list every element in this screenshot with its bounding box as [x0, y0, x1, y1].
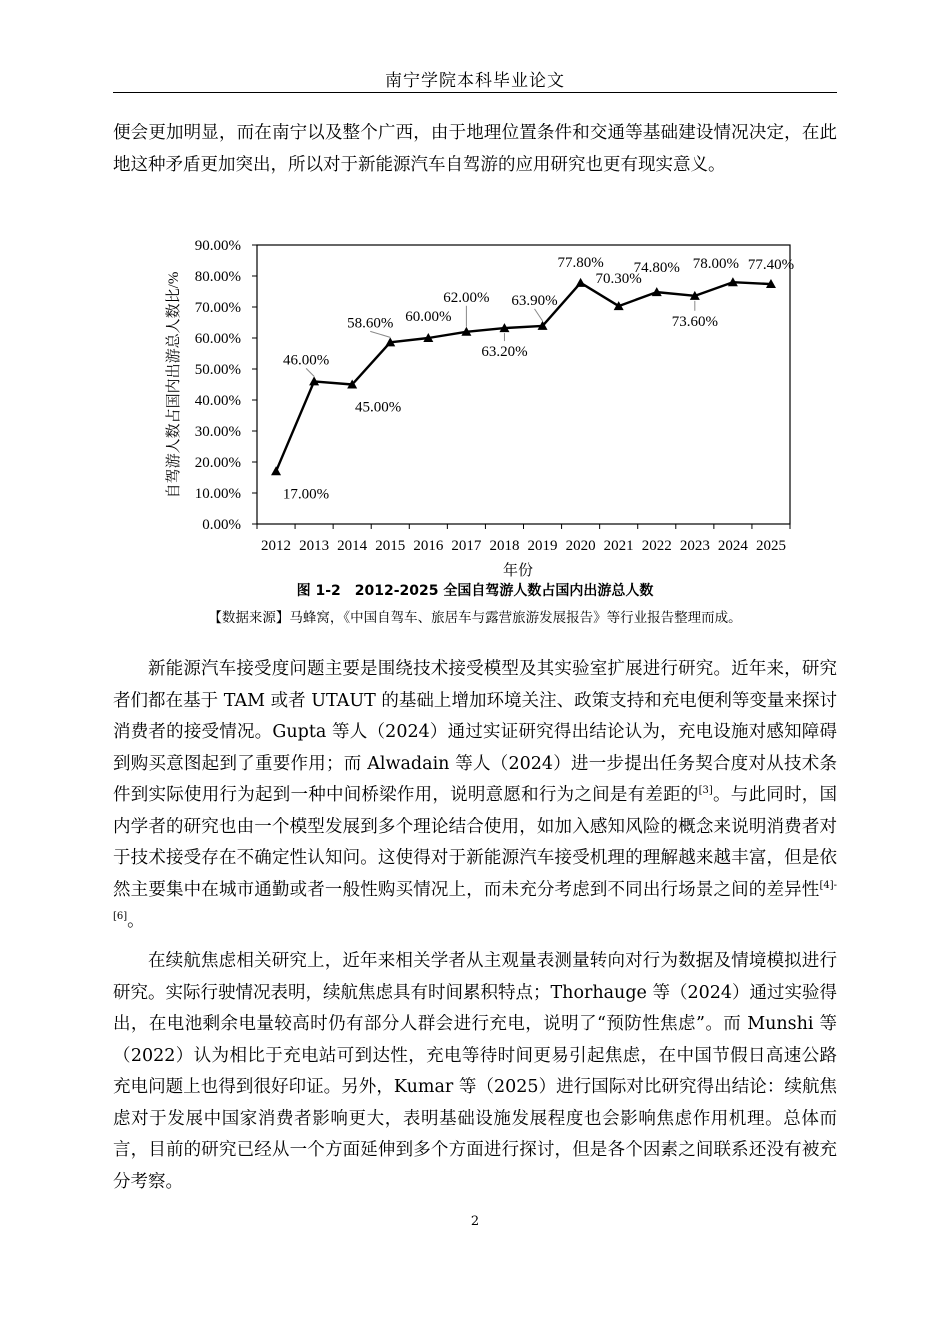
- citation-ref: [3]: [698, 785, 713, 797]
- x-tick-label: 2017: [451, 538, 482, 554]
- data-label: 63.90%: [511, 292, 558, 309]
- y-tick-labels: [195, 238, 257, 533]
- citation-ref: [4]-[6]: [113, 879, 837, 923]
- data-label: 78.00%: [692, 256, 740, 273]
- data-label: 46.00%: [282, 352, 330, 369]
- paragraph-3: 在续航焦虑相关研究上，近年来相关学者从主观量表测量转向对行为数据及情境模拟进行研究。实际行驶情况表明，续航焦虑具有时间累积特点；Thorhauge 等（2024）通过实验得出，在电池剩余电量较高时仍有部分人群会进行充电，说明了“预防性焦虑”。而 Munshi 等（2022）认为相比于充电站可到达性，充电等待时间更易引起焦虑，在中国节假日高速公路充电问题上也得到很好印证。另外，Kumar 等（2025）进行国际对比研究得出结论：续航焦虑对于发展中国家消费者影响更大，表明基础设施发展程度也会影响焦虑作用机理。总体而言，目前的研究已经从一个方面延伸到多个方面进行探讨，但是各个因素之间联系还没有被充分考察。: [113, 951, 837, 1192]
- data-label: 74.80%: [633, 260, 680, 277]
- data-point-marker: [271, 466, 281, 475]
- paragraph-2-text-c: 。: [127, 911, 145, 931]
- data-label: 77.40%: [747, 257, 795, 274]
- y-tick-label: 90.00%: [194, 238, 241, 254]
- paragraph-2-text-a: 新能源汽车接受度问题主要是围绕技术接受模型及其实验室扩展进行研究。近年来，研究者们都在基于 TAM 或者 UTAUT 的基础上增加环境关注、政策支持和充电便利等变量来探讨消费者的接受情况。Gupta 等人（2024）通过实证研究得出结论认为，充电设施对感知障碍到购买意图起到了重要作用；而 Alwadain 等人（2024）进一步提出任务契合度对从技术条件到实际使用行为起到一种中间桥梁作用，说明意愿和行为之间是有差距的: [113, 659, 837, 805]
- data-label: 58.60%: [347, 315, 394, 332]
- y-tick-label: 30.00%: [194, 424, 241, 440]
- data-label-leader: [370, 331, 390, 337]
- y-axis-label: 自驾游人数占国内出游总人数比/%: [166, 271, 182, 499]
- paragraph-2: [113, 654, 837, 938]
- data-label: 70.30%: [595, 271, 642, 288]
- paragraph-1: 便会更加明显，而在南宁以及整个广西，由于地理位置条件和交通等基础建设情况决定，在此地这种矛盾更加突出，所以对于新能源汽车自驾游的应用研究也更有现实意义。: [113, 123, 837, 175]
- x-tick-label: 2021: [603, 538, 634, 554]
- page-header: 南宁学院本科毕业论文: [385, 71, 565, 91]
- data-label: 73.60%: [671, 313, 718, 330]
- x-tick-label: 2019: [527, 538, 558, 554]
- data-label: 63.20%: [481, 344, 528, 361]
- x-tick-label: 2018: [489, 538, 520, 554]
- x-tick-label: 2024: [717, 538, 748, 554]
- header-rule: [113, 92, 837, 93]
- figure-source: 【数据来源】马蜂窝，《中国自驾车、旅居车与露营旅游发展报告》等行业报告整理而成。: [208, 610, 742, 626]
- y-tick-label: 20.00%: [194, 455, 241, 471]
- data-point-marker: [576, 278, 586, 287]
- y-tick-label: 80.00%: [194, 269, 241, 285]
- y-tick-label: 50.00%: [194, 362, 241, 378]
- x-tick-label: 2015: [375, 538, 406, 554]
- data-label-leader: [306, 368, 314, 376]
- data-label: 17.00%: [282, 486, 330, 503]
- x-tick-label: 2012: [261, 538, 292, 554]
- x-tick-label: 2014: [337, 538, 368, 554]
- plot-frame: [257, 245, 790, 524]
- line-chart: [150, 233, 810, 583]
- figure-caption: 图 1-2 2012-2025 全国自驾游人数占国内出游总人数: [296, 583, 654, 599]
- y-tick-label: 40.00%: [194, 393, 241, 409]
- chart-svg: [150, 233, 810, 583]
- paragraph-2-text-b: 。与此同时，国内学者的研究也由一个模型发展到多个理论结合使用，如加入感知风险的概念来说明消费者对于技术接受存在不确定性认知问。这使得对于新能源汽车接受机理的理解越来越丰富，但是依然主要集中在城市通勤或者一般性购买情况上，而未充分考虑到不同出行场景之间的差异性: [113, 785, 838, 900]
- y-tick-label: 60.00%: [194, 331, 241, 347]
- x-tick-label: 2016: [413, 538, 444, 554]
- x-axis-label: 年份: [502, 563, 534, 579]
- page-number: 2: [470, 1214, 480, 1229]
- x-tick-labels: [257, 524, 790, 554]
- x-tick-label: 2013: [299, 538, 330, 554]
- data-label: 62.00%: [443, 289, 490, 306]
- x-tick-label: 2023: [679, 538, 710, 554]
- y-tick-label: 70.00%: [194, 300, 241, 316]
- data-label: 45.00%: [355, 399, 402, 416]
- y-tick-label: 10.00%: [194, 486, 241, 502]
- data-label: 60.00%: [405, 309, 452, 325]
- data-labels: [283, 255, 794, 502]
- x-tick-label: 2020: [565, 538, 596, 554]
- y-tick-label: 0.00%: [202, 517, 241, 533]
- series-line: [276, 282, 771, 471]
- data-label-leader: [535, 309, 543, 321]
- data-label: 77.80%: [557, 254, 604, 271]
- x-tick-label: 2022: [641, 538, 672, 554]
- x-tick-label: 2025: [755, 538, 786, 554]
- y-axis-label-group: [165, 272, 182, 499]
